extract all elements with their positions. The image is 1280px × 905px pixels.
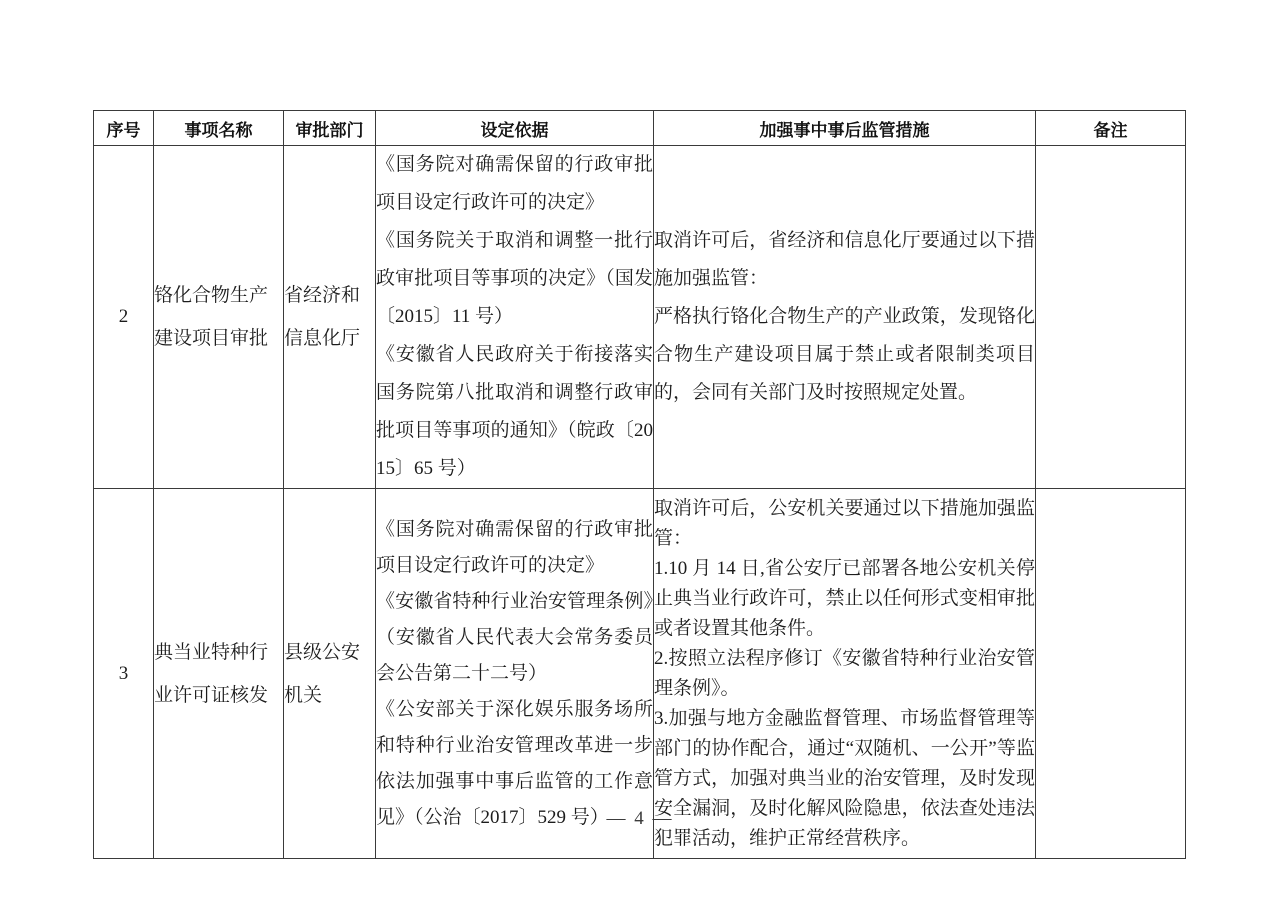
basis-paragraph: 《国务院对确需保留的行政审批项目设定行政许可的决定》 — [376, 154, 653, 213]
approval-items-table — [93, 110, 1186, 859]
measures-cell — [654, 489, 1036, 859]
measures-paragraph: 取消许可后，公安机关要通过以下措施加强监管： — [654, 497, 1035, 549]
basis-paragraph: 《国务院关于取消和调整一批行政审批项目等事项的决定》（国发〔2015〕11 号） — [376, 230, 653, 327]
page-number: — 4 — — [606, 808, 674, 829]
basis-paragraph: 《安徽省人民政府关于衔接落实国务院第八批取消和调整行政审批项目等事项的通知》（皖政〔2015〕65 号） — [376, 344, 653, 479]
department-cell: 县级公安机关 — [284, 489, 376, 859]
basis-paragraph: 《国务院对确需保留的行政审批项目设定行政许可的决定》 — [376, 518, 653, 576]
col-header-item-name: 事项名称 — [154, 111, 284, 146]
measures-paragraph: 1.10 月 14 日,省公安厅已部署各地公安机关停止典当业行政许可，禁止以任何形式变相审批或者设置其他条件。 — [654, 557, 1035, 639]
measures-paragraph: 严格执行铬化合物生产的产业政策，发现铬化合物生产建设项目属于禁止或者限制类项目的，会同有关部门及时按照规定处置。 — [654, 306, 1035, 403]
table-row-3 — [94, 489, 1186, 859]
seq-cell: 3 — [94, 489, 154, 859]
col-header-department: 审批部门 — [284, 111, 376, 146]
department-cell: 省经济和信息化厅 — [284, 146, 376, 489]
basis-cell — [376, 146, 654, 489]
remark-cell — [1036, 489, 1186, 859]
item-name-cell: 典当业特种行业许可证核发 — [154, 489, 284, 859]
col-header-remark: 备注 — [1036, 111, 1186, 146]
col-header-seq: 序号 — [94, 111, 154, 146]
table-header-row — [94, 111, 1186, 146]
measures-paragraph: 3.加强与地方金融监督管理、市场监督管理等部门的协作配合，通过“双随机、一公开”等监管方式，加强对典当业的治安管理，及时发现安全漏洞，及时化解风险隐患，依法查处违法犯罪活动，维护正常经营秩序。 — [654, 707, 1035, 849]
measures-paragraph: 2.按照立法程序修订《安徽省特种行业治安管理条例》。 — [654, 647, 1035, 699]
col-header-basis: 设定依据 — [376, 111, 654, 146]
seq-cell: 2 — [94, 146, 154, 489]
measures-cell — [654, 146, 1036, 489]
item-name-cell: 铬化合物生产建设项目审批 — [154, 146, 284, 489]
basis-cell — [376, 489, 654, 859]
basis-paragraph: 《安徽省特种行业治安管理条例》（安徽省人民代表大会常务委员会公告第二十二号） — [376, 590, 653, 684]
remark-cell — [1036, 146, 1186, 489]
measures-paragraph: 取消许可后，省经济和信息化厅要通过以下措施加强监管： — [654, 230, 1035, 289]
table-row-2 — [94, 146, 1186, 489]
basis-paragraph: 《公安部关于深化娱乐服务场所和特种行业治安管理改革进一步依法加强事中事后监管的工作意见》（公治〔2017〕529 号） — [376, 698, 653, 828]
col-header-measures: 加强事中事后监管措施 — [654, 111, 1036, 146]
